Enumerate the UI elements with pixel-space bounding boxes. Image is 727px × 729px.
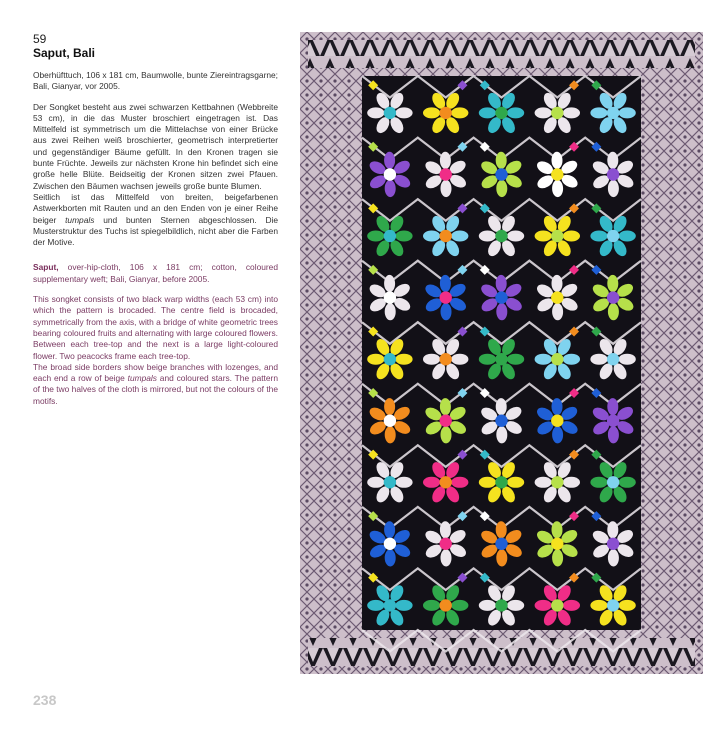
motif-flower-center [551,599,563,611]
german-caption: Oberhüfttuch, 106 x 181 cm, Baumwolle, bunte Ziereintragsgarne; Bali, Gianyar, vor 2005. [33,70,278,92]
motif-flower-center [551,476,563,488]
english-paragraph-2: The broad side borders show beige branches with lozenges, and each end a row of beige tumpals and coloured stars. The pattern of the two halves of the cloth is mirrored, but not the colours of the motifs. [33,361,278,406]
motif-flower-center [495,107,507,119]
german-tumpals-term: tumpals [65,214,95,225]
page-number: 238 [33,692,57,708]
motif-flower-center [384,415,396,427]
motif-flower-petal [395,231,412,242]
motif-flower-petal [619,231,636,242]
motif-flower-center [607,415,619,427]
entry-number: 59 [33,32,47,46]
motif-flower-petal [563,107,580,118]
motif-flower-petal [619,354,636,365]
motif-flower-center [384,107,396,119]
motif-flower-center [495,415,507,427]
motif-flower-center [495,538,507,550]
motif-flower-petal [423,231,440,242]
motif-flower-center [607,476,619,488]
motif-flower-center [440,230,452,242]
german-paragraph-2: Seitlich ist das Mittelfeld von breiten, beigefarbenen Astwerkborten mit Rauten und an den Enden von je einer Reihe beiger tumpals und bunten Sternen abgeschlossen. Die Musterstruktur des Tuchs ist spiegelbildlich, nicht aber die Farben der Motive. [33,191,279,248]
motif-flower-center [551,538,563,550]
motif-flower-petal [451,354,468,365]
motif-flower-center [607,107,619,119]
motif-flower-center [551,291,563,303]
motif-flower-petal [619,477,636,488]
motif-flower-petal [423,477,440,488]
motif-flower-petal [590,107,607,118]
motif-flower-center [384,230,396,242]
motif-flower-center [440,291,452,303]
motif-flower-center [607,230,619,242]
text-column [33,32,278,407]
motif-flower-petal [451,600,468,611]
motif-flower-petal [367,354,384,365]
motif-flower-petal [395,600,412,611]
motif-flower-petal [507,107,524,118]
songket-textile-photo [300,32,703,674]
motif-flower-center [384,476,396,488]
motif-flower-center [495,353,507,365]
motif-flower-petal [451,107,468,118]
entry-title: Saput, Bali [33,46,96,60]
motif-flower-center [607,353,619,365]
motif-flower-center [440,599,452,611]
motif-flower-center [551,415,563,427]
motif-flower-center [384,168,396,180]
motif-flower-petal [563,600,580,611]
motif-flower-petal [507,354,524,365]
textile-top-tumpal-row [308,40,695,68]
motif-flower-center [440,107,452,119]
motif-flower-center [440,538,452,550]
motif-flower-petal [395,107,412,118]
motif-flower-center [440,476,452,488]
motif-flower-center [495,476,507,488]
motif-flower-petal [590,477,607,488]
motif-flower-center [384,538,396,550]
motif-flower-petal [535,477,552,488]
motif-flower-petal [507,477,524,488]
motif-flower-petal [423,600,440,611]
english-paragraph-1: This songket consists of two black warp widths (each 53 cm) into which the pattern is brocaded. The centre field is brocaded, symmetrically from the axis, with a bridge of white geometric trees bearing coloured fruits and alternating with large coloured flowers. Between each tree-top and the next is a large light-coloured flower. Two peacocks frame each tree-top. [33,294,278,361]
motif-flower-center [440,415,452,427]
motif-flower-petal [590,600,607,611]
motif-flower-center [551,107,563,119]
motif-flower-petal [507,600,524,611]
motif-flower-center [607,599,619,611]
motif-flower-center [384,599,396,611]
motif-flower-petal [535,354,552,365]
motif-flower-center [384,291,396,303]
motif-flower-petal [479,107,496,118]
motif-flower-center [495,168,507,180]
motif-flower-petal [423,107,440,118]
motif-flower-petal [619,107,636,118]
motif-flower-petal [367,107,384,118]
motif-flower-center [551,353,563,365]
motif-flower-center [551,168,563,180]
motif-flower-center [607,538,619,550]
motif-flower-center [607,168,619,180]
motif-flower-petal [367,477,384,488]
motif-flower-petal [479,477,496,488]
motif-flower-petal [563,354,580,365]
motif-flower-petal [590,354,607,365]
motif-flower-petal [479,600,496,611]
motif-flower-petal [507,231,524,242]
motif-flower-center [607,291,619,303]
german-paragraph-1: Der Songket besteht aus zwei schwarzen Kettbahnen (Webbreite 53 cm), in die das Muster broschiert eingetragen ist. Das Mittelfeld ist symmetrisch um die Mittelachse von einer Brücke aus zwei Reihen weiß broschierter, geometrisch interpretierter und gegenständiger Bäume gefüllt. In den Kronen tragen sie bunte Früchte. Jeweils zur nächsten Krone hin befindet sich eine große helle Blüte. Beidseitig der Kronen sitzen zwei Pfauen. Zwischen den Bäumen wachsen jeweils große bunte Blumen. [33,101,278,191]
motif-flower-center [551,230,563,242]
motif-flower-petal [479,231,496,242]
motif-flower-petal [423,354,440,365]
motif-flower-petal [395,354,412,365]
motif-flower-petal [451,477,468,488]
motif-flower-petal [535,107,552,118]
english-caption-title: Saput, [33,262,59,273]
english-tumpals-term: tumpals [127,373,157,384]
motif-flower-petal [563,231,580,242]
motif-flower-petal [590,231,607,242]
motif-flower-petal [619,600,636,611]
motif-flower-petal [479,354,496,365]
motif-flower-center [440,353,452,365]
motif-flower-center [384,353,396,365]
motif-flower-petal [535,231,552,242]
motif-flower-petal [535,600,552,611]
motif-flower-petal [451,231,468,242]
english-caption: Saput, over-hip-cloth, 106 x 181 cm; cotton, coloured supplementary weft; Bali, Gianyar, before 2005. [33,262,278,284]
motif-flower-center [440,168,452,180]
motif-flower-center [495,230,507,242]
motif-flower-center [495,599,507,611]
motif-flower-petal [563,477,580,488]
motif-flower-petal [395,477,412,488]
motif-flower-center [495,291,507,303]
motif-flower-petal [367,231,384,242]
songket-textile-image [300,32,703,674]
motif-flower-petal [367,600,384,611]
